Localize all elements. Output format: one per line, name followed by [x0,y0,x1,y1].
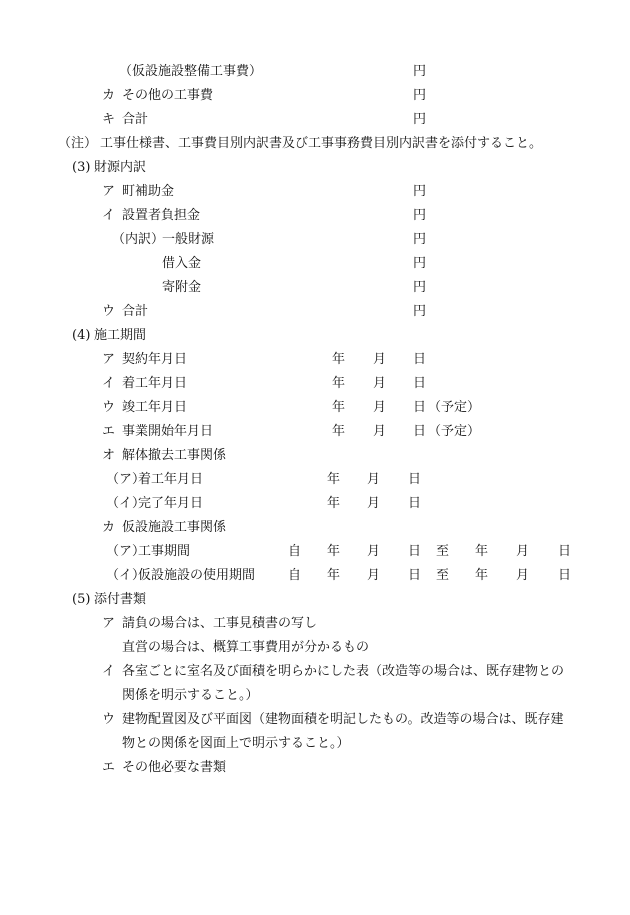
town-subsidy-label: 町補助金 [122,184,175,199]
month-unit: 月 [516,544,530,559]
yen-unit: 円 [413,280,427,295]
from-marker: 自 [288,544,302,559]
sub-item-a-marker: （ア） [106,544,146,559]
item-ka-marker: カ [102,520,116,535]
direct-management-text: 直営の場合は、概算工事費用が分かるもの [122,640,370,655]
month-unit: 月 [367,568,381,583]
day-unit: 日 [413,424,427,439]
item-o-marker: オ [102,448,116,463]
day-unit: 日 [558,568,572,583]
usage-period-label: 仮設施設の使用期間 [138,568,256,583]
item-a-marker: ア [102,352,116,367]
year-unit: 年 [327,496,341,511]
year-unit: 年 [327,568,341,583]
completion-date-label: 竣工年月日 [122,400,188,415]
sub-item-i-marker: （イ） [106,496,146,511]
item-i-marker: イ [102,208,116,223]
day-unit: 日 [408,496,422,511]
other-documents-text: その他必要な書類 [122,760,227,775]
breakdown-marker: （内訳） [112,232,165,247]
planned-note: （予定） [428,424,481,439]
sub-item-a-marker: （ア） [106,472,146,487]
year-unit: 年 [332,424,346,439]
item-u-marker: ウ [102,304,116,319]
item-e-marker: エ [102,760,116,775]
yen-unit: 円 [413,112,427,127]
founder-burden-label: 設置者負担金 [122,208,201,223]
section-5-title: 添付書類 [94,592,147,607]
year-unit: 年 [475,568,489,583]
site-plan-text: 建物配置図及び平面図（建物面積を明記したもの。改造等の場合は、既存建 [122,712,564,727]
item-ka-marker: カ [102,88,116,103]
month-unit: 月 [367,544,381,559]
yen-unit: 円 [413,304,427,319]
room-area-table-text: 各室ごとに室名及び面積を明らかにした表（改造等の場合は、既存建物との [122,664,565,679]
yen-unit: 円 [413,184,427,199]
yen-unit: 円 [413,256,427,271]
contract-estimate-text: 請負の場合は、工事見積書の写し [122,616,318,631]
item-i-marker: イ [102,664,116,679]
day-unit: 日 [413,352,427,367]
item-u-marker: ウ [102,400,116,415]
month-unit: 月 [367,472,381,487]
month-unit: 月 [373,352,387,367]
day-unit: 日 [413,400,427,415]
section-4-title: 施工期間 [94,328,147,343]
day-unit: 日 [408,544,422,559]
yen-unit: 円 [413,88,427,103]
from-marker: 自 [288,568,302,583]
month-unit: 月 [373,400,387,415]
month-unit: 月 [516,568,530,583]
site-plan-text-cont: 物との関係を図面上で明示すること。） [122,736,350,751]
planned-note: （予定） [428,400,481,415]
item-u-marker: ウ [102,712,116,727]
day-unit: 日 [558,544,572,559]
loan-label: 借入金 [162,256,202,271]
to-marker: 至 [436,568,450,583]
demolition-start-date-label: 着工年月日 [138,472,204,487]
year-unit: 年 [332,352,346,367]
year-unit: 年 [327,472,341,487]
month-unit: 月 [367,496,381,511]
item-ki-marker: キ [102,112,116,127]
construction-period-label: 工事期間 [138,544,191,559]
business-start-date-label: 事業開始年月日 [122,424,214,439]
note-marker: （注） [58,136,98,151]
day-unit: 日 [408,472,422,487]
section-5-number: (5) [72,592,91,607]
year-unit: 年 [332,400,346,415]
room-area-table-text-cont: 関係を明示すること。） [122,688,259,703]
demolition-work-label: 解体撤去工事関係 [122,448,227,463]
yen-unit: 円 [413,64,427,79]
year-unit: 年 [327,544,341,559]
month-unit: 月 [373,424,387,439]
day-unit: 日 [408,568,422,583]
contract-date-label: 契約年月日 [122,352,188,367]
item-e-marker: エ [102,424,116,439]
month-unit: 月 [373,376,387,391]
total-label: 合計 [122,112,149,127]
to-marker: 至 [436,544,450,559]
total-label: 合計 [122,304,149,319]
other-construction-cost-label: その他の工事費 [122,88,214,103]
donation-label: 寄附金 [162,280,202,295]
yen-unit: 円 [413,208,427,223]
section-3-title: 財源内訳 [94,160,147,175]
start-date-label: 着工年月日 [122,376,188,391]
section-3-number: (3) [72,160,91,175]
item-a-marker: ア [102,184,116,199]
general-funds-label: 一般財源 [162,232,215,247]
note-text: 工事仕様書、工事費目別内訳書及び工事事務費目別内訳書を添付すること。 [100,136,543,151]
item-i-marker: イ [102,376,116,391]
day-unit: 日 [413,376,427,391]
year-unit: 年 [332,376,346,391]
yen-unit: 円 [413,232,427,247]
section-4-number: (4) [72,328,91,343]
sub-item-i-marker: （イ） [106,568,146,583]
demolition-end-date-label: 完了年月日 [138,496,204,511]
year-unit: 年 [475,544,489,559]
temporary-facility-work-label: 仮設施設工事関係 [122,520,227,535]
item-a-marker: ア [102,616,116,631]
temp-facility-cost-label: （仮設施設整備工事費） [119,64,263,79]
